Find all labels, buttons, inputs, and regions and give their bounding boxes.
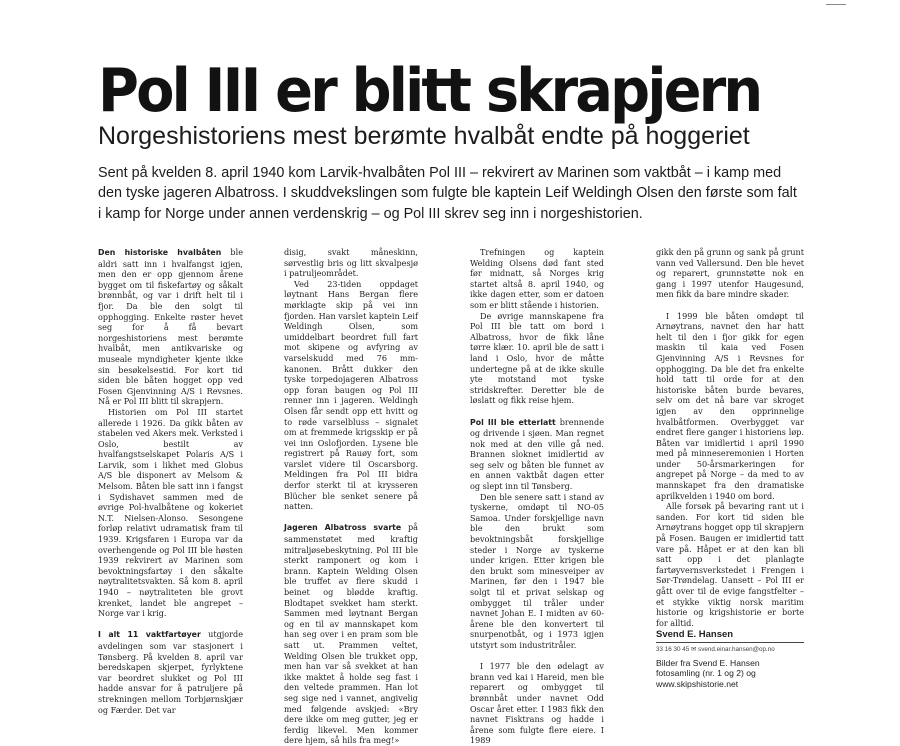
section-label: Jageren Albatross svarte — [284, 523, 402, 533]
paragraph: Ved 23-tiden oppdaget løytnant Hans Bergan flere mørklagte skip på vei inn fjorden. Han varslet kaptein Leif Weldingh Olsen, som umiddelbart beordret full fart mot skipene og avfyring av varselskudd med 76 mm-kanonen. Brått dukker den tyske torpedojageren Albatross opp foran baugen og Pol III renner inn i jageren. Weldingh Olsen får sendt opp ett hvitt og to røde varselbluss – signalet om at fremmede krigsskip er på vei inn Oslofjorden. Lysene ble registrert på Rauøy fort, som varslet videre til Oscarsborg. Meldingen fra Pol III bidra derfor sterkt til at krysseren Blücher ble senket senere på natten. — [284, 278, 418, 512]
paragraph-text: utgjorde avdelingen som var stasjonert i Tønsberg. På kvelden 8. april var beredskapen skjerpet, fyrlyktene var beordret slukket og Pol III hadde ansvar for å patruljere på strekningen mellom Torbjørnskjær og Færder. Det var — [98, 629, 243, 715]
body-column-2 — [284, 247, 418, 746]
paragraph — [470, 417, 604, 492]
photo-credit: Bilder fra Svend E. Hansen fotosamling (nr. 1 og 2) og www.skipshistorie.net — [656, 657, 760, 689]
paragraph — [98, 247, 243, 407]
lead-paragraph: Sent på kvelden 8. april 1940 kom Larvik-hvalbåten Pol III – rekvirert av Marinen som vaktbåt – i kamp med den tyske jageren Albatross. I skuddvekslingen som fulgte ble kaptein Leif Weldingh Olsen den første som falt i kamp for Norge under annen verdenskrig – og Pol III skrev seg inn i norgeshistorien. — [98, 165, 797, 222]
byline-divider — [656, 642, 804, 643]
paragraph: Den ble senere satt i stand av tyskerne, omdøpt til NO-05 Samoa. Under forskjellige navn ble den brukt som bevoktningsbåt forskjellige steder i Norge av tyskerne under krigen. Etter krigen ble den brukt som minesveiper av Marinen, før den i 1947 ble solgt til et privat selskap og ombygget til tråler under navnet Johan E. I midten av 60-årene ble den konvertert til snurpenotbåt, og i 1973 igjen utstyrt som industritråler. — [470, 491, 604, 650]
byline: Svend E. Hansen — [656, 629, 734, 641]
body-column-1 — [98, 247, 243, 715]
paragraph — [98, 629, 243, 715]
subheadline: Norgeshistoriens mest berømte hvalbåt endte på hoggeriet — [98, 122, 750, 150]
section-label: I alt 11 vaktfartøyer — [98, 630, 201, 640]
paragraph: De øvrige mannskapene fra Pol III ble tatt om bord i Albatross, hvor de fikk låne tørre klær. 10. april ble de satt i land i Oslo, hvor de måtte undertegne på at de ikke skulle yte motstand mot tyske stridskrefter. Deretter ble de løslatt og fikk reise hjem. — [470, 310, 604, 406]
paragraph: gikk den på grunn og sank på grunt vann ved Vallersund. Den ble hevet og reparert, grunnstøtte nok en gang i 1997 utenfor Haugesund, men fikk da bare mindre skader. — [656, 247, 804, 300]
paragraph-text: på sammenstøtet med kraftig mitraljøsebeskytning. Pol III ble sterkt ramponert og kom i brann. Kaptein Welding Olsen ble truffet av flere skudd i beinet og blødde kraftig. Blodtapet svekket ham sterkt. Sammen med løytnant Bergan og en til av mannskapet kom han seg over i en pram som ble satt ut. Prammen veltet, Welding Olsen ble trukket opp, men han var så svekket at han ikke maktet å holde seg fast i den veltede prammen. Han lot seg sige ned i vannet, angivelig med følgende avskjed: «Bry dere ikke om meg gutter, jeg er ferdig likevel. Men kommer dere hjem, så hils fra meg!» — [284, 522, 418, 746]
paragraph: Trefningen og kaptein Welding Olsens død fant sted før midnatt, så Norges krig startet altså 8. april 1940, og ikke dagen etter, som er datoen som er blitt stående i historien. — [470, 247, 604, 310]
page-corner-mark — [826, 0, 846, 5]
paragraph: Alle forsøk på bevaring rant ut i sanden. For kort tid siden ble Arnøytrans hogget opp til skrapjern på Fosen. Baugen er imidlertid tatt vare på. Håpet er at den kan bli satt opp i det planlagte fartøyvernsverkstedet i Frengen i Sør-Trøndelag. Uansett – Pol III er gått over til de evige fangstfelter – et stykke viktig norsk maritim historie og krigshistorie er borte for alltid. — [656, 501, 804, 628]
section-label: Den historiske hvalbåten — [98, 248, 222, 257]
paragraph: I 1977 ble den ødelagt av brann ved kai i Hareid, men ble reparert og ombygget til brønnbåt under navnet Odd Oscar året etter. I 1983 fikk den navnet Fisktrans og hadde i årene som fulgte flere eiere. I 1989 — [470, 661, 604, 746]
paragraph: Historien om Pol III startet allerede i 1926. Da gikk båten av stabelen ved Akers mek. Verksted i Oslo, bestilt av hvalfangstselskapet Polaris A/S i Larvik, som i likhet med Globus A/S ble disponert av Melsom & Melsom. Båten ble satt inn i fangst i Sydishavet sammen med de øvrige Pol-hvalbåtene og kokeriet N.T. Nielsen-Alonso. Sesongene forløp relativt udramatisk fram til 1939. Krigsfaren i Europa var da overhengende og Pol III ble høsten 1939 rekvirert av Marinen som bevoktningsfartøy i den såkalte nøytralitetsvakten. Så kom 8. april 1940 – nøytraliteten ble grovt krenket, landet ble angrepet – Norge var i krig. — [98, 406, 243, 619]
paragraph: disig, svakt måneskinn, sørvestlig bris og litt skvalpesjø i patruljeområdet. — [284, 247, 418, 279]
paragraph — [284, 522, 418, 745]
headline: Pol III er blitt skrapjern — [98, 56, 761, 126]
byline-contact: 33 16 30 45 ✉ svend.einar.hansen@op.no — [656, 645, 775, 653]
paragraph: I 1999 ble båten omdøpt til Arnøytrans, navnet den har hatt helt til den i fjor gikk for egen maskin til kaia ved Fosen Gjenvinning A/S i Revsnes for opphogging. Da ble det fra enkelte hold tatt til orde for at den historiske båten burde bevares, selv om det nå bare var skroget igjen av den opprinnelige hvalbåtformen. Overbygget var endret flere ganger i historiens løp. Båten var imidlertid i april 1990 med på minneseremonien i Horten under 50-årsmarkeringen for angrepet på Norge – da med to av mannskapet fra den dramatiske aprilkvelden i 1940 om bord. — [656, 310, 804, 501]
paragraph-text: brennende og drivende i sjøen. Man regnet nok med at den ville gå ned. Brannen sloknet imidlertid av seg selv og båten ble funnet av en annen vaktbåt dagen etter og slept inn til Tønsberg. — [470, 416, 604, 492]
paragraph-text: ble aldri satt inn i hvalfangst igjen, men den er opp gjennom årene bygget om til fiskefartøy og såkalt brønnbåt, og var i drift helt til i fjor. Da ble den solgt til opphogging. Enkelte røster hevet seg for å få bevart norgeshistoriens mest berømte hvalbåt, men antikvariske og museale myndigheter kjente ikke sin besøkelsestid. For kort tid siden ble båten hogget opp ved Fosen Gjenvinning A/S i Revsnes. Nå er Pol III blitt til skrapjern. — [98, 247, 243, 407]
body-column-4 — [656, 247, 804, 689]
section-label: Pol III ble etterlatt — [470, 417, 556, 427]
body-column-3 — [470, 247, 604, 746]
